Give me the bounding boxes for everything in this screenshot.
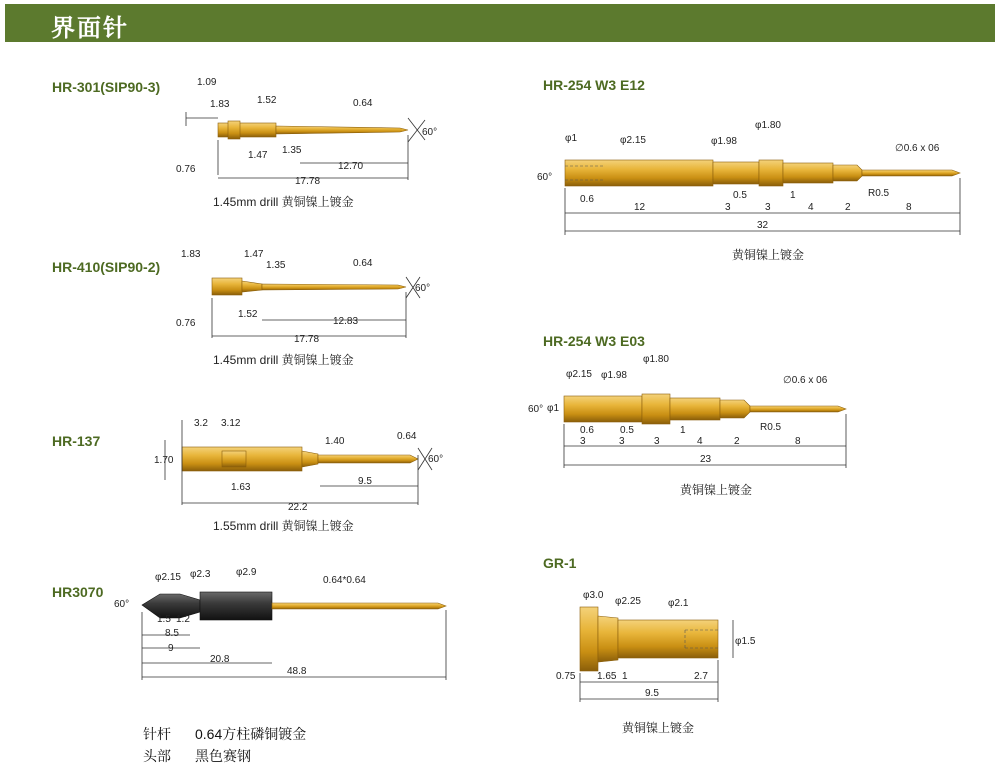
dim-e12-6: 60° (537, 172, 553, 183)
dim-e12-2: φ2.15 (620, 135, 646, 146)
dim-hr301-10: 17.78 (295, 176, 321, 187)
pin-tail (262, 284, 406, 290)
pin-twist-tail (750, 406, 846, 412)
caption-gr1: 黄铜镍上镀金 (622, 721, 695, 735)
dim-hr410-5: 60° (415, 283, 431, 294)
dim-e12-15: 2 (845, 202, 851, 213)
dim-e03-7: 0.6 (580, 425, 594, 436)
product-title-hr301: HR-301(SIP90-3) (52, 79, 161, 95)
dim-e12-17: 32 (757, 220, 769, 231)
dim-hr137-5: 60° (428, 454, 444, 465)
dim-e12-4: φ1.80 (755, 120, 781, 131)
socket-body (618, 620, 718, 658)
pin-neck (302, 451, 318, 467)
dim-e12-10: R0.5 (868, 188, 890, 199)
dim-e12-5: ∅0.6 x 06 (895, 143, 940, 154)
dim-gr1-8: 2.7 (694, 671, 708, 682)
dim-e12-9: 1 (790, 190, 796, 201)
product-title-hr3070: HR3070 (52, 584, 104, 600)
dim-hr301-3: 1.52 (257, 95, 277, 106)
pin-tail (276, 126, 408, 134)
drawing-hr254-e12 (537, 120, 960, 235)
dim-e03-11: 3 (580, 436, 586, 447)
drawing-hr254-e03 (528, 354, 846, 468)
pin-barrel (564, 396, 642, 422)
pin-shaft (783, 163, 833, 183)
dim-e03-13: 3 (654, 436, 660, 447)
dim-hr301-4: 0.64 (353, 98, 373, 109)
dim-gr1-1: φ3.0 (583, 590, 604, 601)
drawing-gr1 (556, 590, 756, 702)
pin-shoulder (720, 400, 750, 418)
dim-e12-11: 12 (634, 202, 646, 213)
socket-flange (580, 607, 598, 671)
dim-e03-5: 60° (528, 404, 544, 415)
caption-hr137: 1.55mm drill 黄铜镍上镀金 (213, 519, 354, 533)
dim-hr137-1: 3.2 (194, 418, 208, 429)
dim-gr1-5: 0.75 (556, 671, 576, 682)
dim-gr1-7: 1 (622, 671, 628, 682)
dim-e03-14: 4 (697, 436, 703, 447)
pin-twist-tail (862, 170, 960, 176)
dim-gr1-6: 1.65 (597, 671, 617, 682)
dim-e12-8: 0.5 (733, 190, 747, 201)
dim-hr3070-9: 9 (168, 643, 174, 654)
dim-hr3070-2: φ2.3 (190, 569, 211, 580)
dim-hr3070-4: 0.64*0.64 (323, 575, 366, 586)
dim-e03-10: R0.5 (760, 422, 782, 433)
dim-hr301-5: 60° (422, 127, 438, 138)
dim-hr410-7: 1.52 (238, 309, 258, 320)
dim-e03-9: 1 (680, 425, 686, 436)
pin-groove (222, 451, 246, 467)
dim-hr410-9: 17.78 (294, 334, 320, 345)
pin-tail (272, 603, 446, 609)
dim-e12-13: 3 (765, 202, 771, 213)
drawing-hr137 (154, 418, 443, 513)
product-title-hr254-e03: HR-254 W3 E03 (543, 333, 645, 349)
product-title-hr254-e12: HR-254 W3 E12 (543, 77, 645, 93)
dim-hr137-9: 22.2 (288, 502, 308, 513)
dim-e03-1: φ1.80 (643, 354, 669, 365)
dim-e12-12: 3 (725, 202, 731, 213)
pin-body (218, 123, 276, 137)
dim-hr301-8: 1.35 (282, 145, 302, 156)
black-head-tip (142, 594, 200, 618)
dim-e12-7: 0.6 (580, 194, 594, 205)
dim-hr137-7: 1.63 (231, 482, 251, 493)
dim-hr410-6: 0.76 (176, 318, 196, 329)
note-head-value: 黑色赛钢 (195, 748, 251, 764)
dim-gr1-9: 9.5 (645, 688, 659, 699)
dim-e03-6: φ1 (547, 403, 560, 414)
dim-e03-16: 8 (795, 436, 801, 447)
pin-collar (228, 121, 240, 139)
dim-hr137-2: 3.12 (221, 418, 241, 429)
pin-tail (318, 455, 418, 463)
dim-e03-8: 0.5 (620, 425, 634, 436)
pin-neck (242, 281, 262, 292)
dim-e12-1: φ1 (565, 133, 578, 144)
dim-e03-2: φ2.15 (566, 369, 592, 380)
dim-hr3070-7: 1.2 (176, 614, 190, 625)
dim-hr3070-11: 48.8 (287, 666, 307, 677)
pin-shaft (670, 398, 720, 420)
dim-hr3070-3: φ2.9 (236, 567, 257, 578)
dim-hr410-1: 1.83 (181, 249, 201, 260)
dim-e03-12: 3 (619, 436, 625, 447)
product-title-hr410: HR-410(SIP90-2) (52, 259, 161, 275)
note-head-label: 头部 (143, 748, 171, 764)
dim-hr3070-8: 8.5 (165, 628, 179, 639)
caption-hr254-e03: 黄铜镍上镀金 (680, 483, 753, 497)
dim-e12-16: 8 (906, 202, 912, 213)
dim-gr1-2: φ2.25 (615, 596, 641, 607)
dim-hr137-8: 9.5 (358, 476, 372, 487)
dim-gr1-3: φ2.1 (668, 598, 689, 609)
pin-body (212, 278, 242, 295)
dim-e03-15: 2 (734, 436, 740, 447)
dim-hr410-2: 1.47 (244, 249, 264, 260)
dim-hr137-3: 1.40 (325, 436, 345, 447)
dim-hr137-4: 0.64 (397, 431, 417, 442)
dim-e03-17: 23 (700, 454, 712, 465)
product-title-gr1: GR-1 (543, 555, 577, 571)
pin-knurl (642, 394, 670, 424)
socket-neck (598, 616, 618, 662)
caption-hr410: 1.45mm drill 黄铜镍上镀金 (213, 353, 354, 367)
pin-knurl (759, 160, 783, 186)
dim-hr410-8: 12.83 (333, 316, 359, 327)
dim-e12-3: φ1.98 (711, 136, 737, 147)
pin-section (713, 162, 759, 184)
dim-hr301-6: 0.76 (176, 164, 196, 175)
dim-hr301-2: 1.83 (210, 99, 230, 110)
note-pin-label: 针杆 (143, 726, 171, 742)
dim-hr137-6: 1.70 (154, 455, 174, 466)
dim-hr410-3: 1.35 (266, 260, 286, 271)
dim-e03-4: ∅0.6 x 06 (783, 375, 828, 386)
dim-e12-14: 4 (808, 202, 814, 213)
note-pin-value: 0.64方柱磷铜镀金 (195, 726, 307, 742)
black-head-body (200, 592, 272, 620)
drawing-hr410 (176, 249, 430, 345)
pin-shoulder (833, 165, 862, 181)
dim-hr301-7: 1.47 (248, 150, 268, 161)
dim-e03-3: φ1.98 (601, 370, 627, 381)
pin-barrel (565, 160, 713, 186)
dim-hr3070-6: 1.5 (157, 614, 171, 625)
drawing-hr301 (176, 77, 437, 187)
dim-hr301-9: 12.70 (338, 161, 364, 172)
dim-hr3070-10: 20.8 (210, 654, 230, 665)
dim-hr3070-1: φ2.15 (155, 572, 181, 583)
dim-hr3070-5: 60° (114, 599, 130, 610)
dim-hr301-1: 1.09 (197, 77, 217, 88)
drawing-hr3070 (114, 567, 446, 680)
page-title: 界面针 (51, 14, 129, 42)
dim-hr410-4: 0.64 (353, 258, 373, 269)
caption-hr301: 1.45mm drill 黄铜镍上镀金 (213, 195, 354, 209)
dim-gr1-4: φ1.5 (735, 636, 756, 647)
product-title-hr137: HR-137 (52, 433, 101, 449)
caption-hr254-e12: 黄铜镍上镀金 (732, 248, 805, 262)
